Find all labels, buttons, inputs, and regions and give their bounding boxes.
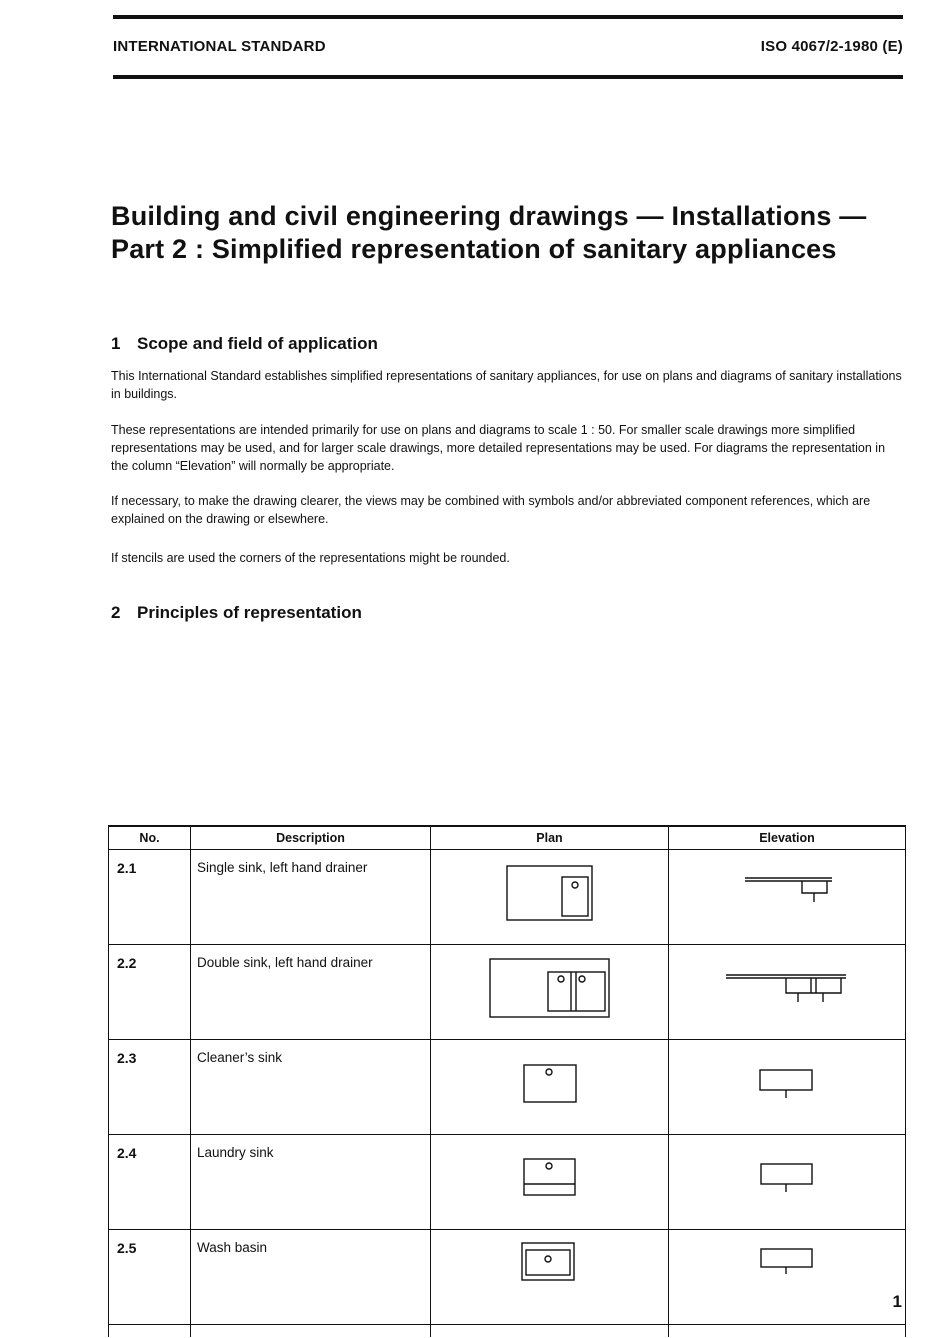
cleaners-sink-plan-icon [431,1040,669,1124]
continuation-cell [431,1325,669,1338]
table-header-row [109,826,906,850]
cleaners-sink-elevation-icon [669,1040,906,1124]
column-header-plan: Plan [431,826,669,850]
continuation-cell [109,1325,191,1338]
section-1-paragraph-3: If necessary, to make the drawing clearer, the views may be combined with symbols and/or abbreviated component references, which are explained on the drawing or elsewhere. [111,494,871,526]
continuation-cell [669,1325,906,1338]
section-2-heading [111,603,362,623]
table-row [109,945,906,1040]
single-sink-plan-icon [431,850,669,934]
document-title [111,200,867,266]
section-1-paragraph-4: If stencils are used the corners of the representations might be rounded. [111,551,510,565]
row-description: Wash basin [191,1230,431,1325]
table-row [109,850,906,945]
plan-cell [431,945,669,1040]
representation-table [108,825,906,1337]
laundry-sink-plan-icon [431,1135,669,1219]
section-1-paragraph-1: This International Standard establishes simplified representations of sanitary appliances, for use on plans and diagrams of sanitary installations in buildings. [111,369,902,401]
row-description: Single sink, left hand drainer [191,850,431,945]
header-standard-type: INTERNATIONAL STANDARD [113,38,326,55]
table-row [109,1135,906,1230]
double-sink-elevation-icon [669,945,906,1029]
wash-basin-elevation-icon [669,1230,906,1314]
title-line-2: Part 2 : Simplified representation of sanitary appliances [111,234,837,264]
continuation-cell [191,1325,431,1338]
plan-cell [431,1230,669,1325]
table-continuation-row [109,1325,906,1338]
column-header-elevation: Elevation [669,826,906,850]
elevation-cell [669,850,906,945]
plan-cell [431,1040,669,1135]
row-description: Laundry sink [191,1135,431,1230]
section-2-number: 2 [111,603,121,622]
section-1-number: 1 [111,334,121,353]
row-number: 2.4 [109,1135,191,1230]
elevation-cell [669,945,906,1040]
page-number: 1 [892,1292,902,1311]
row-number: 2.2 [109,945,191,1040]
elevation-cell [669,1040,906,1135]
section-2-title: Principles of representation [137,603,362,622]
column-header-description: Description [191,826,431,850]
header-document-id: ISO 4067/2-1980 (E) [760,38,903,55]
row-number: 2.3 [109,1040,191,1135]
row-number: 2.1 [109,850,191,945]
section-1-title: Scope and field of application [137,334,378,353]
section-1-paragraph-2: These representations are intended primarily for use on plans and diagrams to scale 1 : 50. For smaller scale drawings more simplified representations may be used, and for larger scale drawings, more detailed representations may be used. For diagrams the representation in the column “Elevation” will normally be appropriate. [111,423,886,473]
single-sink-elevation-icon [669,850,906,934]
header-bottom-rule [113,75,903,79]
row-description: Double sink, left hand drainer [191,945,431,1040]
top-rule [113,15,903,19]
double-sink-plan-icon [431,945,669,1029]
laundry-sink-elevation-icon [669,1135,906,1219]
elevation-cell [669,1230,906,1325]
table-row [109,1040,906,1135]
section-1-heading [111,334,378,354]
row-number: 2.5 [109,1230,191,1325]
elevation-cell [669,1135,906,1230]
wash-basin-plan-icon [431,1230,669,1314]
column-header-no: No. [109,826,191,850]
row-description: Cleaner’s sink [191,1040,431,1135]
plan-cell [431,850,669,945]
title-line-1: Building and civil engineering drawings — Installations — [111,201,867,231]
table-row [109,1230,906,1325]
plan-cell [431,1135,669,1230]
